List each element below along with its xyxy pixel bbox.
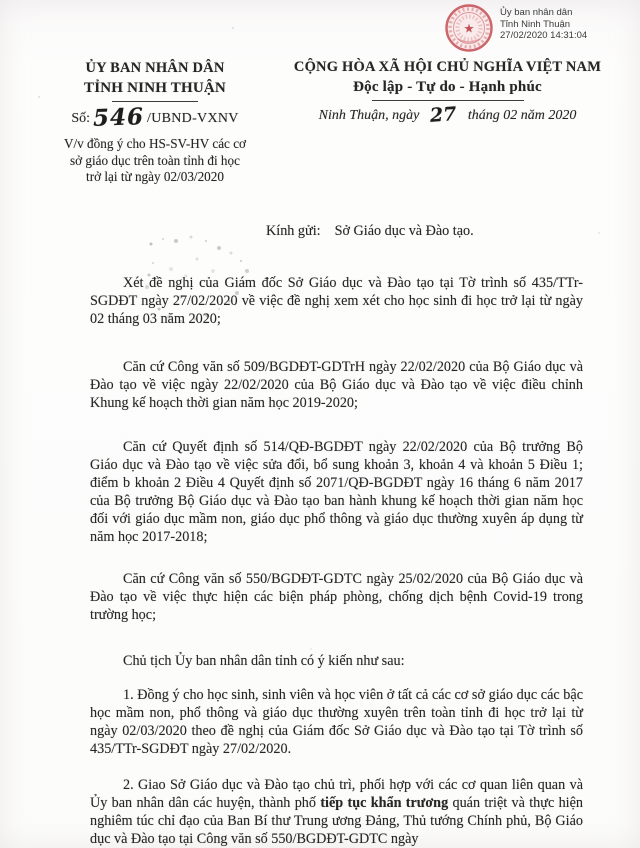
document-number-label: Số: — [71, 111, 90, 126]
national-motto-line2: Độc lập - Tự do - Hạnh phúc — [353, 79, 542, 95]
recipient-label: Kính gửi: — [266, 223, 321, 239]
paragraph-basis-509: Căn cứ Công văn số 509/BGDĐT-GDTrH ngày 22/02/2020 của Bộ Giáo dục và Đào tạo về việc ngày 22/02/2020 của Bộ Giáo dục và Đào tạo về việc điều chỉnh Khung kế hoạch thời gian năm học 2019-2020; — [90, 359, 583, 411]
svg-text:★: ★ — [463, 21, 475, 36]
issuer-underline — [112, 101, 198, 102]
paragraph-item-2 — [90, 776, 583, 848]
document-subject: V/v đồng ý cho HS-SV-HV các cơ sở giáo dục trên toàn tỉnh đi học trở lại từ ngày 02/03/2020 — [63, 136, 247, 184]
recipient-value: Sở Giáo dục và Đào tạo. — [334, 223, 474, 239]
issuer-name-line1: ỦY BAN NHÂN DÂN — [85, 60, 225, 76]
national-motto-line1: CỘNG HÒA XÃ HỘI CHỦ NGHĨA VIỆT NAM — [293, 59, 602, 75]
document-number-value-handwritten: 546 — [92, 103, 145, 132]
recipient-line — [90, 222, 583, 240]
issuer-header — [55, 58, 255, 186]
dateline-day-handwritten: 27 — [429, 103, 458, 127]
place-and-date-line — [275, 103, 620, 127]
paragraph-basis-550: Căn cứ Công văn số 550/BGDĐT-GDTC ngày 25/02/2020 của Bộ Giáo dục và Đào tạo về việc thực hiện các biện pháp phòng, chống dịch bệnh Covid-19 trong trường học; — [90, 571, 583, 623]
signature-org-line2: Tỉnh Ninh Thuận — [500, 18, 571, 30]
document-number-suffix: /UBND-VXNV — [147, 111, 239, 126]
dateline-prefix: Ninh Thuận, ngày — [318, 108, 420, 123]
signature-datetime: 27/02/2020 14:31:04 — [500, 30, 588, 41]
letter-body — [90, 222, 583, 848]
paragraph-consideration: Xét đề nghị của Giám đốc Sở Giáo dục và Đào tạo tại Tờ trình số 435/TTr-SGDĐT ngày 27/02/2020 về việc đề nghị xem xét cho học sinh đi học trở lại từ ngày 02 tháng 03 năm 2020; — [90, 275, 583, 327]
paragraph-item-1: 1. Đồng ý cho học sinh, sinh viên và học viên ở tất cả các cơ sở giáo dục các bậc học mầm non, phổ thông và giáo dục thường xuyên trên toàn tỉnh đi học trở lại từ ngày 02/03/2020 theo đề nghị của Giám đốc Sở Giáo dục và Đào tạo tại Tờ trình số 435/TTr-SGDĐT ngày 27/02/2020. — [90, 687, 583, 757]
dateline-suffix: tháng 02 năm 2020 — [467, 108, 577, 123]
issuer-name-line2: TỈNH NINH THUẬN — [84, 80, 226, 96]
signature-org-line1: Ủy ban nhân dân — [500, 7, 573, 18]
paragraph-basis-514: Căn cứ Quyết định số 514/QĐ-BGDĐT ngày 22/02/2020 của Bộ trưởng Bộ Giáo dục và Đào tạo về việc sửa đổi, bổ sung khoản 3, khoản 4 và khoản 5 Điều 1; điểm b khoản 2 Điều 4 Quyết định số 2071/QĐ-BGDĐT ngày 16 tháng 6 năm 2017 của Bộ trưởng Bộ Giáo dục và Đào tạo ban hành khung kế hoạch thời gian năm học đối với giáo dục mầm non, giáo dục phổ thông và giáo dục thường xuyên áp dụng từ năm học 2017-2018; — [90, 439, 583, 545]
digital-signature-stamp — [444, 3, 587, 53]
national-emblem-seal-icon — [444, 3, 494, 53]
paragraph-chairman-opinion: Chủ tịch Ủy ban nhân dân tỉnh có ý kiến như sau: — [123, 653, 405, 669]
faded-stamp-speckles — [0, 0, 2, 2]
national-header — [275, 57, 620, 127]
signature-stamp-text — [500, 3, 587, 42]
item-2-text-after: quán triệt và thực hiện nghiêm túc chỉ đạo của Ban Bí thư Trung ương Đảng, Thủ tướng Chính phủ, Bộ Giáo dục và Đào tạo tại Công văn số 550/BGDĐT-GDTC ngày — [90, 795, 583, 847]
item-2-text-before: 2. Giao Sở Giáo dục và Đào tạo chủ trì, phối hợp với các cơ quan liên quan và Ủy ban nhân dân các huyện, thành phố — [90, 777, 583, 811]
item-2-bold-phrase: tiếp tục khẩn trương — [320, 795, 449, 811]
motto-underline — [372, 100, 524, 101]
document-number — [55, 103, 255, 132]
